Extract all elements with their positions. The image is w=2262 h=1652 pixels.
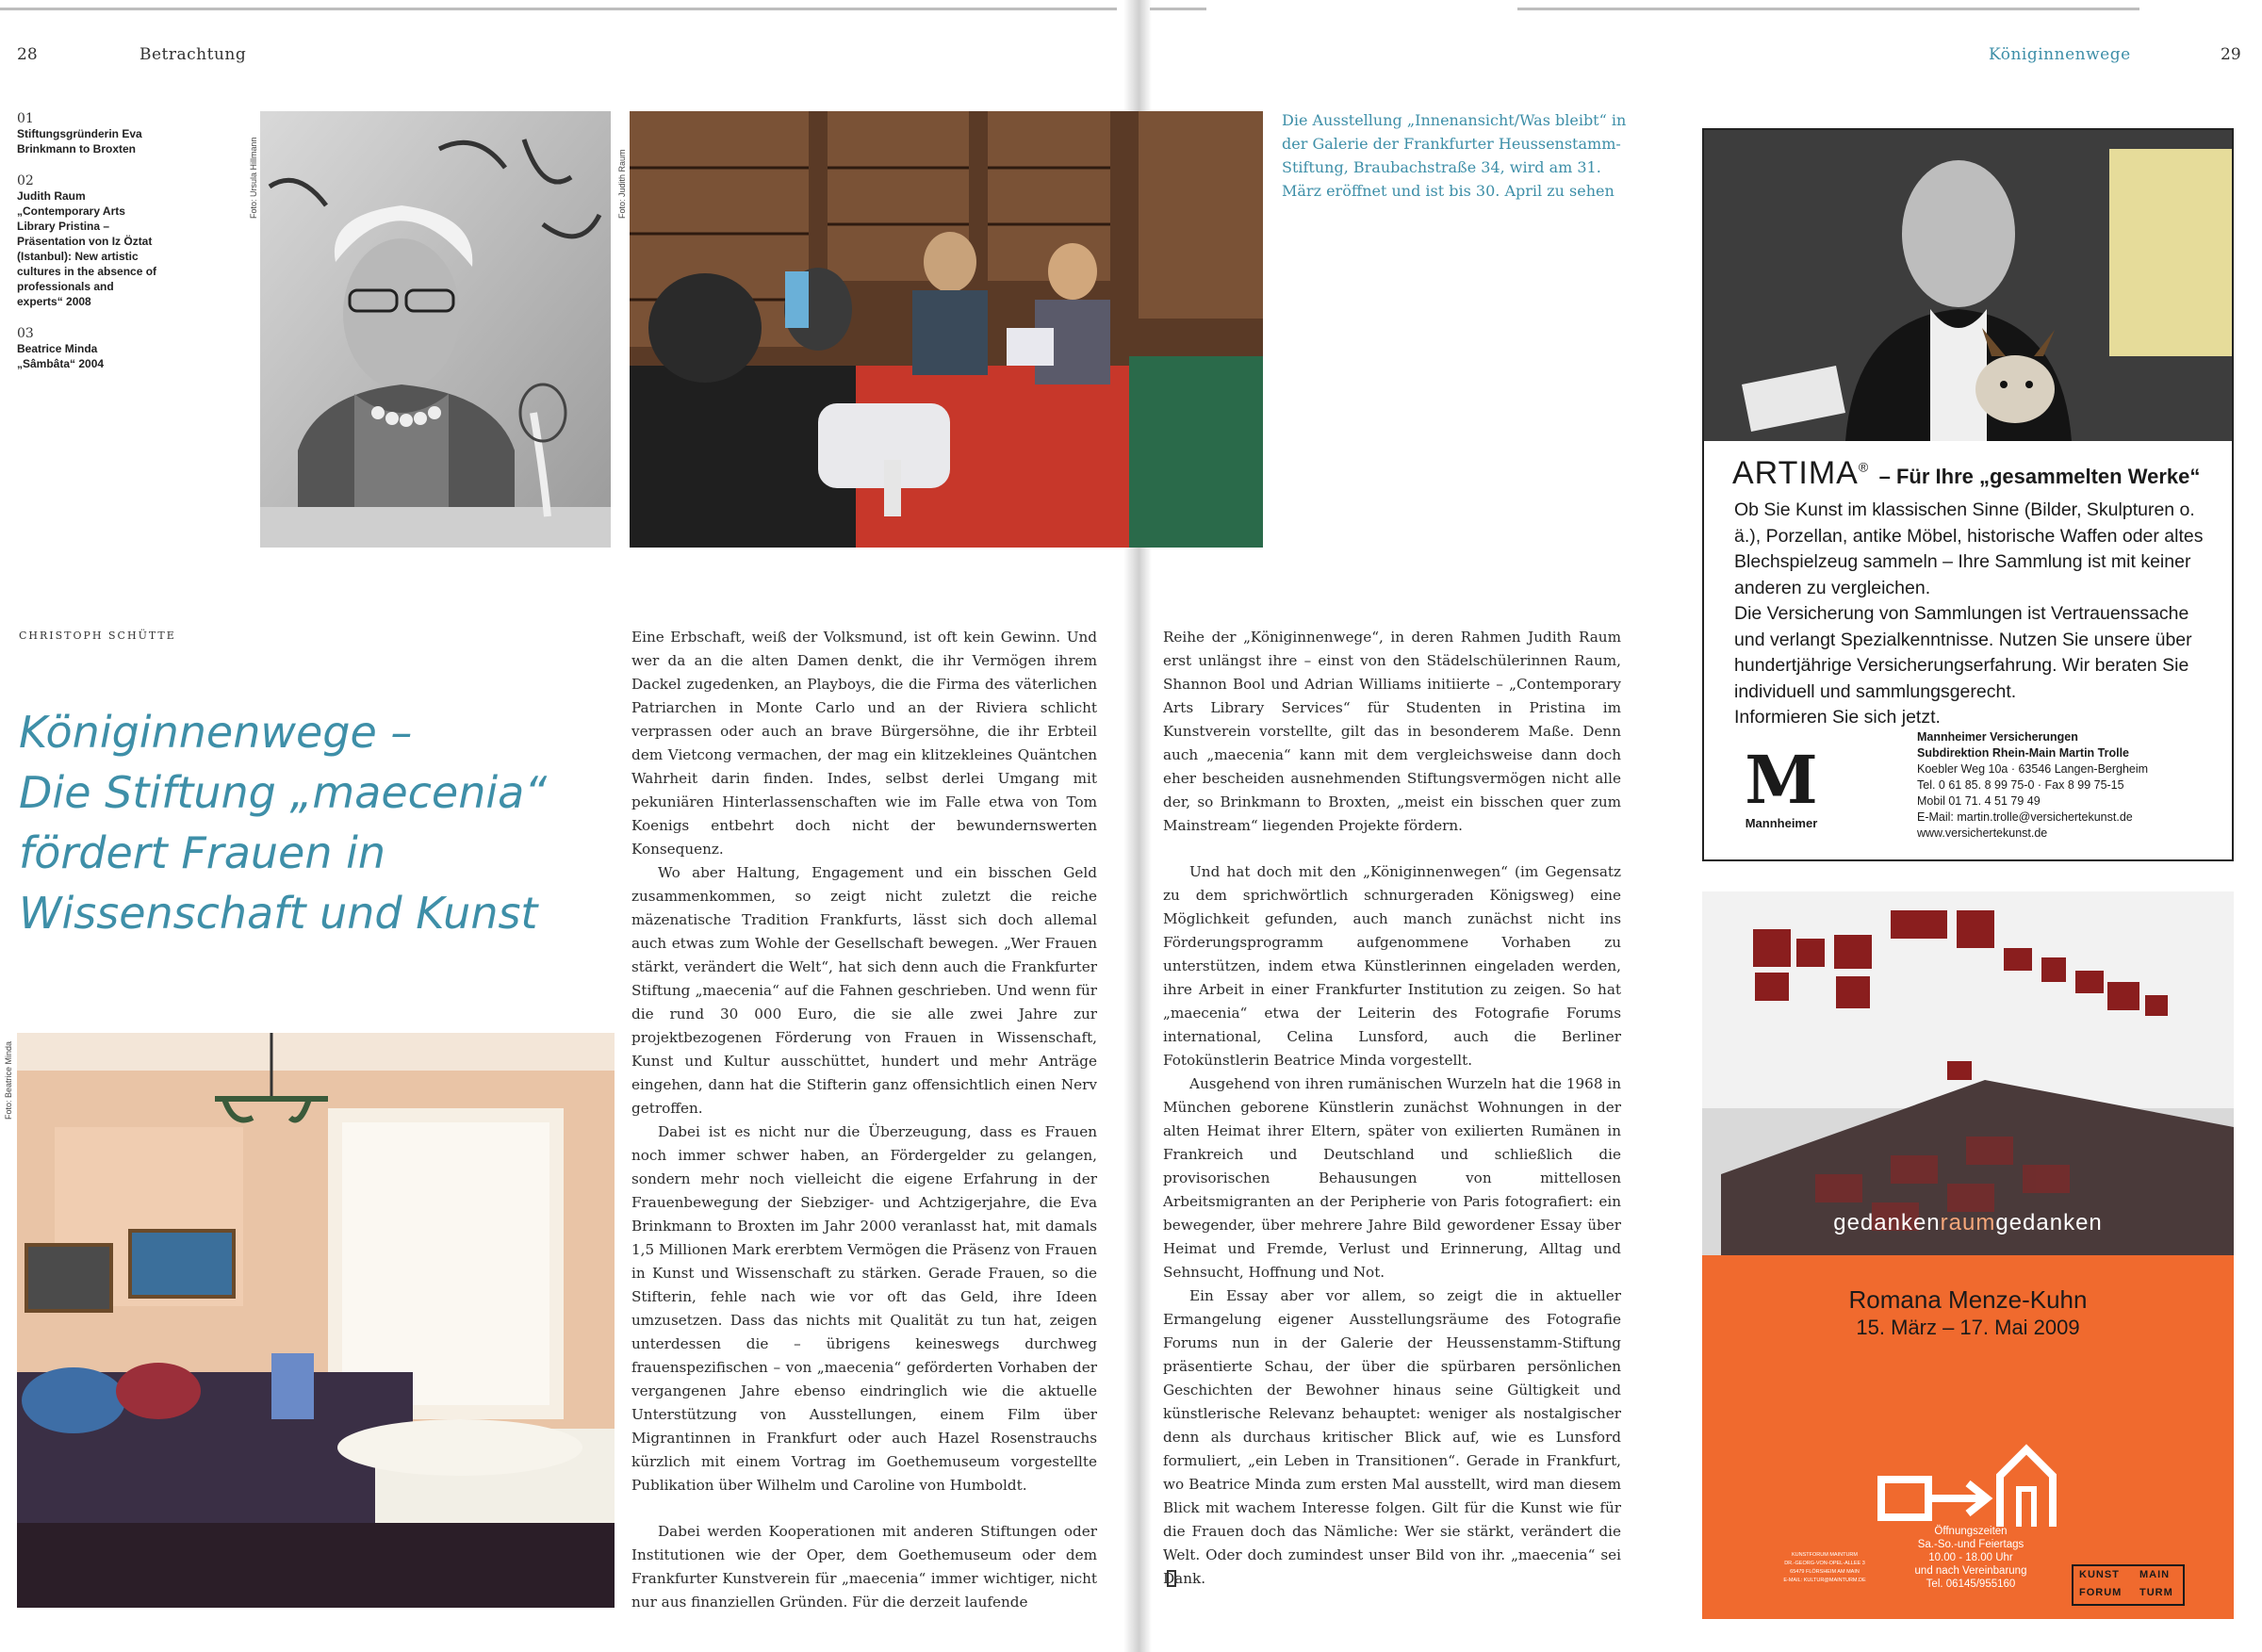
headline-line: Wissenschaft und Kunst (19, 888, 538, 939)
photo-founder-portrait (260, 111, 611, 548)
article-headline (19, 702, 584, 943)
small-print-line: 65479 FLÖRSHEIM AM MAIN (1790, 1569, 1860, 1575)
paragraph: Und hat doch mit den „Königinnenwegen“ (im Gegensatz zu dem sprichwörtlich schnurgeraden Königsweg) eine Möglichkeit gefunden, auch manch zunächst nicht ins Förderungsprogramm aufgenommene Vorhaben zu unterstützen, indem etwa Künstlerinnen eingeladen werden, ihre Arbeit in einer Frankfurter Institution zu zeigen. So hat „maecenia“ etwa der Leiterin des Fotografie Forums international, Celina Lunsford, auch die Berliner Fotokünstlerin Beatrice Minda vorgestellt. (1163, 863, 1621, 1069)
photo-credit-2: Foto: Judith Raum (617, 149, 627, 219)
section-title-right: Königinnenwege (1989, 45, 2131, 64)
logo-word: MAIN (2139, 1569, 2171, 1580)
ad-tagline (1702, 1210, 2234, 1236)
ad-photo-gallery-installation (1702, 891, 2234, 1255)
paragraph: Ein Essay aber vor allem, so zeigt die in aktueller Ermangelung eigener Ausstellungsräume des Fotografie Forums nun in der Galerie der Heussenstamm-Stiftung präsentierte Schau, der über die spürbaren persönlichen Geschichten der Bewohner hinaus seine Gültigkeit und künstlerische Relevanz behauptet: weniger als nostalgischer denn als durchaus kritischer Blick auf, wie es Lunsford formuliert, „ein Leben in Transitionen“. Gerade in Frankfurt, wo Beatrice Minda zum ersten Mal ausstellt, wird man diesem Blick mit wachem Interesse folgen. Gilt für die Kunst wie für die Frauen doch das Nämliche: Wer sie stärkt, verändert die Welt. Oder doch zumindest unser Bild von ihr. „maecenia“ sei Dank. (1163, 1287, 1621, 1587)
hours-line: Tel. 06145/955160 (1926, 1578, 2016, 1590)
logo-word: TURM (2139, 1587, 2173, 1598)
tagline-accent: raum (1940, 1210, 1996, 1235)
advertisement-artima (1702, 128, 2234, 861)
small-print-line: KUNSTFORUM MAINTURM (1792, 1552, 1858, 1558)
hours-line: Öffnungszeiten (1934, 1526, 2008, 1537)
caption-text: Beatrice Minda „Sâmbâta“ 2004 (17, 342, 105, 370)
registered-mark: ® (1858, 459, 1870, 475)
contact-email: E-Mail: martin.trolle@versichertekunst.de (1917, 810, 2133, 824)
ad-photo-man-with-dog (1704, 130, 2232, 441)
caption-text: Judith Raum „Contemporary Arts Library Pristina – Präsentation von Iz Öztat (Istanbul): New artistic cultures in the absence of professionals and experts“ 2008 (17, 189, 157, 308)
section-title-left: Betrachtung (139, 45, 247, 64)
logo-label: Mannheimer (1745, 816, 1818, 830)
small-print-line: DR.-GEORG-VON-OPEL-ALLEE 3 (1784, 1561, 1865, 1566)
photo-library-meeting (630, 111, 1263, 548)
photo-credit-1: Foto: Ursula Hillmann (249, 137, 258, 219)
ad-brand (1732, 455, 2200, 492)
caption-number: 01 (17, 111, 34, 126)
headline-line: Königinnenwege – (19, 707, 413, 758)
brand-name: ARTIMA (1732, 455, 1859, 491)
page-edge-right-1 (1150, 8, 1206, 10)
page-edge-right-2 (1517, 8, 2139, 10)
page-edge-left (0, 8, 1117, 10)
contact-office: Subdirektion Rhein-Main Martin Trolle (1917, 746, 2130, 760)
kunstforum-mainturm-logo (2072, 1564, 2185, 1606)
mannheimer-logo (1725, 741, 1838, 839)
article-column-1 (631, 626, 1097, 1614)
hours-line: Sa.-So.-und Feiertags (1917, 1539, 2024, 1550)
paragraph: Dabei werden Kooperationen mit anderen Stiftungen oder Institutionen wie der Oper, dem Goethemuseum oder dem Frankfurter Kunstverein für „maecenia“ immer wichtiger, nicht nur aus finanziellen Gründen. Für die derzeit laufende (631, 1523, 1097, 1611)
ad-paragraph: Informieren Sie sich jetzt. (1734, 707, 1941, 728)
exhibition-note: Die Ausstellung „Innenansicht/Was bleibt“ in der Galerie der Frankfurter Heussenstamm-Stiftung, Braubachstraße 34, wird am 31. März eröffnet und ist bis 30. April zu sehen (1282, 111, 1627, 200)
tagline-part: gedanken (1833, 1210, 1941, 1235)
ad-paragraph: Die Versicherung von Sammlungen ist Vertrauenssache und verlangt Spezialkenntnisse. Nutzen Sie unsere über hundertjährige Versicherungserfahrung. Wir beraten Sie individuell und sammlungsgerecht. (1734, 603, 2192, 702)
headline-line: fördert Frauen in (19, 827, 386, 878)
article-column-2 (1163, 626, 1621, 1591)
ad-slogan: – Für Ihre „gesammelten Werke“ (1878, 465, 2201, 488)
opening-hours (1891, 1525, 2051, 1591)
advertisement-kunstforum (1702, 891, 2234, 1619)
caption-text: Stiftungsgründerin Eva Brinkmann to Broxten (17, 127, 142, 155)
tagline-part: gedanken (1995, 1210, 2103, 1235)
hours-line: 10.00 - 18.00 Uhr (1928, 1552, 2013, 1563)
photo-room-interior (17, 1033, 615, 1608)
logo-word: KUNST (2079, 1569, 2120, 1580)
logo-word: FORUM (2079, 1587, 2123, 1598)
contact-company: Mannheimer Versicherungen (1917, 730, 2078, 744)
caption-01 (17, 111, 158, 156)
caption-number: 03 (17, 326, 34, 341)
paragraph: Dabei ist es nicht nur die Überzeugung, dass es Frauen noch immer schwer haben, an Fördergelder zu gelangen, sondern mehr noch vielleicht die eigene Erfahrung in der Frauenbewegung der Siebziger- und Achtzigerjahre, die Eva Brinkmann to Broxten im Jahr 2000 veranlasst hat, mit damals 1,5 Millionen Mark ererbtem Vermögen die Präsenz von Frauen in Kunst und Wissenschaft zu stärken. Gerade Frauen, so die Stifterin, fehle nach wie vor oft das Geld, ihre Ideen umzusetzen. Dass das nichts mit Qualität zu tun hat, zeigen unterdessen die – übrigens keineswegs durchweg frauenspezifischen – von „maecenia“ geförderten Vorhaben der vergangenen Jahre ebenso eindringlich wie die aktuelle Unterstützung von Ausstellungen, einem Film über Migrantinnen in Frankfurt oder auch Hazel Rosenstrauchs kürzlich mit einem Vortrag im Goethemuseum vorgestellte Publikation über Wilhelm und Caroline von Humboldt. (631, 1123, 1097, 1494)
author-byline: CHRISTOPH SCHÜTTE (19, 630, 176, 642)
headline-line: Die Stiftung „maecenia“ (19, 767, 548, 818)
contact-web: www.versichertekunst.de (1917, 826, 2048, 840)
end-of-article-mark (1167, 1570, 1176, 1587)
ad-contact (1917, 729, 2219, 842)
caption-03 (17, 326, 158, 371)
hours-line: und nach Vereinbarung (1914, 1565, 2027, 1577)
photo-captions (17, 111, 158, 388)
small-print-line: E-MAIL: KULTUR@MAINTURM.DE (1783, 1578, 1866, 1583)
paragraph: Ausgehend von ihren rumänischen Wurzeln hat die 1968 in München geborene Künstlerin zunächst Wohnungen in der alten Heimat ihrer Eltern, später von exilierten Rumänen in Frankreich und Deutschland und schließlich die provisorischen Behausungen von mittellosen Arbeitsmigranten an der Peripherie von Paris fotografiert: ein bewegender, über mehrere Jahre Bild gewordener Essay über Heimat und Fremde, Verlust und Erinnerung, Alltag und Sehnsucht, Hoffnung und Not. (1163, 1075, 1621, 1281)
ad-body (1734, 498, 2215, 731)
paragraph: Reihe der „Königinnenwege“, in deren Rahmen Judith Raum erst unlängst ihre – einst von den Städelschülerinnen Raum, Shannon Bool und Adrian Williams initiierte – „Contemporary Arts Library Services“ für Studenten in Pristina im Kunstverein vorstellte, gilt das in besonderem Maße. Denn auch „maecenia“ kann mit dem vergleichsweise dann doch eher bescheiden ausnehmenden Stiftungsvermögen nicht alle der, so Brinkmann to Broxten, „meist ein bisschen quer zum Mainstream“ liegenden Projekte fördern. (1163, 629, 1621, 834)
venue-small-print (1759, 1551, 1891, 1585)
exhibition-dates: 15. März – 17. Mai 2009 (1856, 1316, 2080, 1339)
exhibition-artist: Romana Menze-Kuhn (1848, 1285, 2088, 1314)
paragraph: Wo aber Haltung, Engagement und ein bisschen Geld zusammenkommen, so zeigt nicht zuletzt die reiche mäzenatische Tradition Frankfurts, lässt sich doch allemal auch etwas zum Wohle der Gesellschaft bewegen. „Wer Frauen stärkt, verändert die Welt“, hat sich denn auch die Frankfurter Stiftung „maecenia“ auf die Fahnen geschrieben. Und wenn für die rund 30 000 Euro, die sie alle zwei Jahre zur projektbezogenen Förderung von Frauen in Wissenschaft, Kunst und Kultur ausschüttet, hundert und mehr Anträge eingehen, dann hat die Stifterin ganz offensichtlich einen Nerv getroffen. (631, 864, 1097, 1117)
caption-02 (17, 173, 158, 309)
paragraph: Eine Erbschaft, weiß der Volksmund, ist oft kein Gewinn. Und wer da an die alten Damen denkt, die ihr Vermögen ihrem Dackel zugedenken, an Playboys, die die Firma des väterlichen Patriarchen in Monte Carlo und an der Riviera schlicht verprassen oder auch an brave Bürgersöhne, die ihr Erbteil dem Vietcong vermachen, der mag ein klitzekleines Quäntchen Wahrheit darin finden. Indes, selbst derlei Umgang mit pekuniären Hinterlassenschaften wie im Falle etwa von Tom Koenigs entbehrt doch nicht der bewundernswerten Konsequenz. (631, 629, 1097, 858)
page-number-right: 29 (2221, 45, 2241, 64)
contact-mobile: Mobil 01 71. 4 51 79 49 (1917, 794, 2041, 808)
contact-address: Koebler Weg 10a · 63546 Langen-Bergheim (1917, 762, 2149, 776)
photo-credit-3: Foto: Beatrice Minda (4, 1040, 13, 1120)
caption-number: 02 (17, 173, 34, 188)
ad-paragraph: Ob Sie Kunst im klassischen Sinne (Bilder, Skulpturen o. ä.), Porzellan, antike Möbel, historische Waffen oder altes Blechspielzeug sammeln – Ihre Sammlung ist mit keiner anderen zu vergleichen. (1734, 499, 2204, 598)
mannheimer-logo-icon: M (1745, 741, 1818, 819)
contact-phone: Tel. 0 61 85. 8 99 75-0 · Fax 8 99 75-15 (1917, 778, 2124, 792)
page-number-left: 28 (17, 45, 38, 64)
